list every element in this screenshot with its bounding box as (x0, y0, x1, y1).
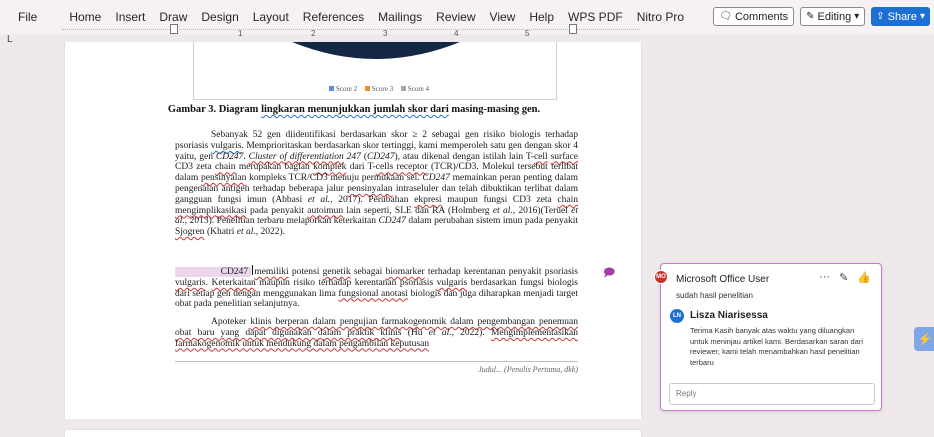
menu-home[interactable]: Home (69, 10, 102, 24)
share-button-label: Share (887, 10, 917, 23)
text-run: ( (360, 151, 367, 162)
menu-nitro-pro[interactable]: Nitro Pro (636, 10, 685, 24)
text-run: . (205, 277, 212, 288)
text-run: et al. (428, 327, 452, 338)
avatar: LN (670, 309, 684, 323)
reply-text: Terima Kasih banyak atas waktu yang diluangkan untuk meninjau artikel kami. Berdasarkan saran dari reviewer, kami telah menambahkan hasil penelitian terbaru (690, 326, 864, 367)
menu-layout[interactable]: Layout (252, 10, 289, 24)
menu-view[interactable]: View (489, 10, 516, 24)
legend-label-score-4: Score 4 (407, 85, 430, 93)
text-run: Cluster of differentiation (248, 151, 344, 162)
text-run: berdasarkan fungsi biologis dari setiap gen dengan menggunakan lima (175, 277, 578, 299)
text-run: . (243, 151, 249, 162)
running-footer: Judul... (Penulis Pertama, dkk) (478, 365, 578, 374)
text-run: , 2022). (451, 327, 491, 338)
footer-divider (175, 361, 578, 362)
like-icon[interactable]: 👍 (857, 272, 871, 284)
legend-swatch-score-3 (365, 86, 370, 91)
text-run: et al. (307, 194, 331, 205)
text-run: dari T- (346, 162, 376, 173)
text-run: memainkan peran penting dalam pengenalan antigen terhadap beberapa jalur (175, 173, 578, 194)
text-run: pada penyakit (246, 205, 308, 216)
text-run: pensinyalan (347, 183, 393, 194)
text-run: sebagai (350, 267, 386, 277)
menu-mailings[interactable]: Mailings (378, 10, 423, 24)
text-run: CD247 (220, 267, 252, 277)
text-run: pensinyalan (200, 173, 247, 184)
text-run: et al. (175, 205, 578, 227)
ruler-row (0, 26, 934, 45)
add-in-lightning-icon[interactable]: ⚡ (914, 327, 934, 351)
figure-caption (65, 104, 643, 115)
text-run: CD247 (215, 151, 244, 162)
indent-marker[interactable] (170, 24, 178, 34)
text-run: terhadap kerentanan penyakit psoriasis (424, 267, 579, 277)
legend-swatch-score-4 (401, 86, 406, 91)
text-run: vulgaris (175, 277, 206, 288)
text-run: , 2016)(Teruel (512, 205, 572, 216)
paragraph-3[interactable] (175, 317, 578, 349)
paragraph-1[interactable] (175, 130, 578, 238)
text-run: 247 (343, 151, 361, 162)
text-run: ), atau dikenal dengan istilah lain T- (394, 151, 534, 162)
text-run: chain (214, 162, 236, 173)
text-run: biologis dan juga diharapkan menjadi target obat pada penelitian selanjutnya. (175, 288, 578, 310)
text-run: CD3 zeta (175, 162, 215, 173)
text-run: kompleks TCR/CD3 menuju permukaan sel. (246, 173, 423, 184)
menu-references[interactable]: References (302, 10, 365, 24)
text-run: (Khatri (204, 227, 237, 238)
text-run: ekpresi (414, 194, 442, 205)
edit-icon[interactable]: ✎ (839, 272, 849, 284)
pencil-icon: ✎ (806, 10, 815, 22)
text-run: biomarker (385, 267, 425, 277)
comment-marker-icon[interactable]: 🗩 (603, 267, 616, 279)
text-run: (Hu (401, 327, 429, 338)
text-run: Sjogren (175, 227, 205, 238)
text-run: et al. (492, 205, 513, 216)
text-run: Apoteker (211, 317, 251, 327)
text-run: dalam perubahan sistem imun pada penyakit (405, 216, 578, 227)
tab-selector[interactable]: L (7, 34, 13, 45)
comment-icon: 🗨 (719, 10, 732, 22)
comment-actions (819, 271, 871, 284)
share-button[interactable] (871, 7, 930, 26)
editing-mode-button[interactable] (800, 7, 865, 26)
reply-author: Lisza Niarisessa (690, 310, 768, 321)
text-run: , 2017). Perubahan (330, 194, 415, 205)
next-document-page[interactable] (64, 429, 642, 437)
text-run: CD247 (422, 173, 450, 184)
pie-chart-frame[interactable] (193, 42, 557, 100)
text-run: autoimun (307, 205, 344, 216)
comment-thread[interactable] (656, 263, 882, 411)
ruler-number: 4 (454, 29, 459, 38)
text-run: maupun risiko terhadap kerentanan psoriasis (255, 277, 437, 288)
ruler-number: 3 (383, 29, 388, 38)
text-run: , 2013). Penelitian terbaru melaporkan keterkaitan (184, 216, 379, 227)
ribbon-actions (713, 7, 930, 26)
text-run: cells receptor (375, 162, 428, 173)
text-run: . Memprioritaskan berdasarkan skor tertinggi, kami memperoleh satu gen dengan skor 4 yaitu, gen (175, 140, 578, 162)
text-run: CD247 (378, 216, 406, 227)
menu-insert[interactable]: Insert (115, 10, 146, 24)
caption-text: Gambar 3. Diagram (167, 104, 262, 115)
comments-button[interactable] (713, 7, 794, 26)
ruler-number: 5 (525, 29, 530, 38)
right-indent-marker[interactable] (569, 24, 577, 34)
text-run: et al. (236, 227, 256, 238)
menu-draw[interactable]: Draw (159, 10, 188, 24)
text-run: lain seperti, SLE dan RA (Holmberg (343, 205, 493, 216)
menu-file[interactable]: File (18, 10, 38, 24)
text-run: vulgaris (210, 140, 242, 151)
more-icon[interactable]: ··· (819, 271, 831, 283)
editing-button-label: Editing (817, 10, 852, 23)
caption-text: lingkaran menunjukkan jumlah skor dari (261, 104, 449, 115)
horizontal-ruler[interactable] (62, 29, 640, 39)
text-run: fungsional anotasi (338, 288, 408, 299)
menu-help[interactable]: Help (529, 10, 555, 24)
menu-wps-pdf[interactable]: WPS PDF (568, 10, 623, 24)
text-run: potensi (288, 267, 323, 277)
menu-review[interactable]: Review (436, 10, 476, 24)
text-run: Mengimplementasikan farmakogenomik untuk mendukung dalam pengambilan keputusan (175, 327, 579, 349)
comments-button-label: Comments (734, 10, 789, 23)
text-run: genetik (322, 267, 351, 277)
document-page[interactable] (64, 42, 642, 419)
text-run: Sebanyak 52 gen diidentifikasi berdasarkan skor ≥ 2 sebagai gen risiko biologis terhadap psoriasis (175, 130, 578, 151)
chevron-down-icon: ▾ (854, 10, 860, 22)
legend-swatch-score-2 (329, 86, 334, 91)
text-run: chain mengimplikasikasi (175, 194, 578, 216)
legend-label-score-3: Score 3 (371, 85, 394, 93)
text-run: merupakan bagian (235, 162, 314, 173)
text-run: klinis berperan dalam pengujian farmakogenomik dalam pengembangan penemuan obat baru yang dapat digunakan dalam praktik klinis (175, 317, 578, 338)
text-run: surface (550, 151, 579, 162)
avatar: MO (654, 270, 668, 284)
commented-range[interactable] (175, 267, 251, 277)
share-icon: ⇪ (876, 10, 885, 22)
text-run: , 2022). (255, 227, 286, 238)
chevron-down-icon: ▾ (919, 10, 925, 22)
text-run: Keterkaitan (211, 277, 256, 288)
menu-design[interactable]: Design (201, 10, 239, 24)
text-run: maupun fungsi CD3 zeta (441, 194, 558, 205)
ruler-number: 2 (311, 29, 316, 38)
text-run: intraseluler dan telah dibuktikan terlibat dalam gangguan fungsi imun (Abbasi (175, 183, 578, 205)
text-run: CD247 (367, 151, 395, 162)
comment-text: sudah hasil penelitian (676, 291, 753, 300)
text-run: (TCR)/CD3. Molekul tersebut terlibat dalam (175, 162, 579, 184)
text-run: memiliki (254, 267, 289, 277)
pie-chart-bottom-edge (292, 42, 460, 59)
reply-input[interactable]: Reply (669, 383, 875, 405)
legend-label-score-2: Score 2 (335, 85, 358, 93)
ruler-number: 1 (238, 29, 243, 38)
caption-text: masing-masing gen. (448, 104, 541, 115)
chart-legend (194, 85, 557, 93)
text-run: komplek (313, 162, 347, 173)
paragraph-2[interactable] (175, 265, 578, 310)
text-run: cell (533, 151, 548, 162)
text-run: vulgaris (436, 277, 468, 288)
comment-author: Microsoft Office User (676, 274, 770, 285)
